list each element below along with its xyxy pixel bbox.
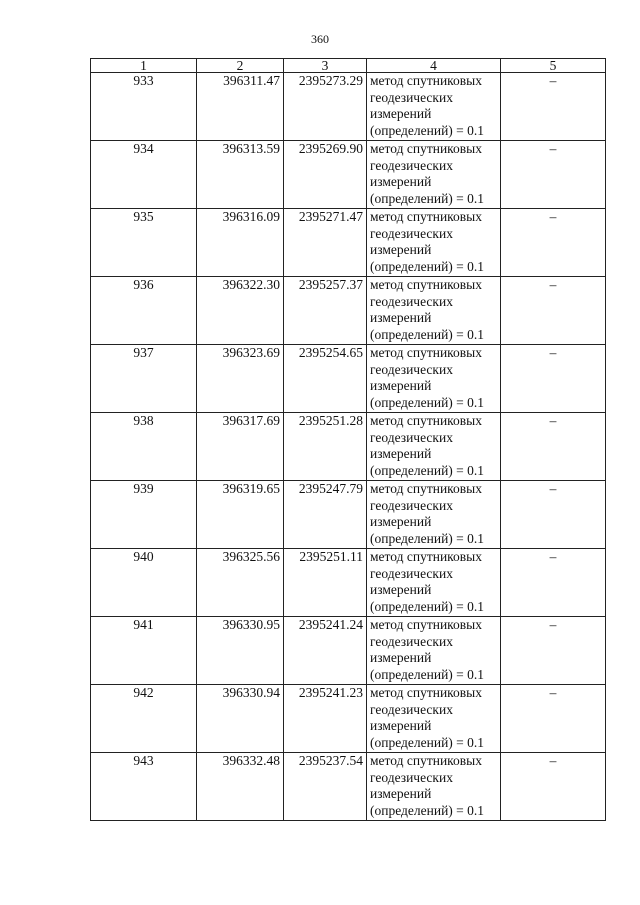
page-number: 360 [311,32,329,46]
table-row [91,481,606,549]
table-body [91,73,606,821]
table-row [91,753,606,821]
point-number-cell: 938 [91,413,197,481]
x-coordinate-cell: 396325.56 [197,549,284,617]
x-coordinate-cell: 396330.95 [197,617,284,685]
note-cell: – [501,549,606,617]
method-cell: метод спутниковых геодезических измерений (определений) = 0.1 [367,481,501,549]
point-number-cell: 934 [91,141,197,209]
method-cell: метод спутниковых геодезических измерений (определений) = 0.1 [367,141,501,209]
point-number-cell: 939 [91,481,197,549]
table-row [91,141,606,209]
note-cell: – [501,277,606,345]
method-cell: метод спутниковых геодезических измерений (определений) = 0.1 [367,753,501,821]
x-coordinate-cell: 396316.09 [197,209,284,277]
coordinates-table [90,58,606,821]
note-cell: – [501,345,606,413]
note-cell: – [501,481,606,549]
table-row [91,549,606,617]
method-cell: метод спутниковых геодезических измерений (определений) = 0.1 [367,345,501,413]
method-cell: метод спутниковых геодезических измерений (определений) = 0.1 [367,549,501,617]
point-number-cell: 935 [91,209,197,277]
y-coordinate-cell: 2395241.23 [284,685,367,753]
point-number-cell: 933 [91,73,197,141]
note-cell: – [501,141,606,209]
method-cell: метод спутниковых геодезических измерений (определений) = 0.1 [367,413,501,481]
point-number-cell: 936 [91,277,197,345]
column-header-5: 5 [501,59,606,73]
note-cell: – [501,753,606,821]
point-number-cell: 937 [91,345,197,413]
column-header-4: 4 [367,59,501,73]
y-coordinate-cell: 2395237.54 [284,753,367,821]
column-header-3: 3 [284,59,367,73]
point-number-cell: 940 [91,549,197,617]
x-coordinate-cell: 396332.48 [197,753,284,821]
y-coordinate-cell: 2395251.11 [284,549,367,617]
y-coordinate-cell: 2395269.90 [284,141,367,209]
point-number-cell: 942 [91,685,197,753]
x-coordinate-cell: 396330.94 [197,685,284,753]
x-coordinate-cell: 396311.47 [197,73,284,141]
x-coordinate-cell: 396319.65 [197,481,284,549]
table-row [91,73,606,141]
note-cell: – [501,617,606,685]
x-coordinate-cell: 396313.59 [197,141,284,209]
method-cell: метод спутниковых геодезических измерений (определений) = 0.1 [367,617,501,685]
column-header-1: 1 [91,59,197,73]
note-cell: – [501,209,606,277]
table-row [91,685,606,753]
note-cell: – [501,685,606,753]
table-header-row [91,59,606,73]
method-cell: метод спутниковых геодезических измерений (определений) = 0.1 [367,277,501,345]
x-coordinate-cell: 396323.69 [197,345,284,413]
table-row [91,413,606,481]
method-cell: метод спутниковых геодезических измерений (определений) = 0.1 [367,685,501,753]
method-cell: метод спутниковых геодезических измерений (определений) = 0.1 [367,73,501,141]
x-coordinate-cell: 396322.30 [197,277,284,345]
table-row [91,345,606,413]
table-row [91,277,606,345]
y-coordinate-cell: 2395251.28 [284,413,367,481]
y-coordinate-cell: 2395271.47 [284,209,367,277]
y-coordinate-cell: 2395257.37 [284,277,367,345]
method-cell: метод спутниковых геодезических измерений (определений) = 0.1 [367,209,501,277]
table-row [91,209,606,277]
y-coordinate-cell: 2395254.65 [284,345,367,413]
point-number-cell: 943 [91,753,197,821]
note-cell: – [501,413,606,481]
column-header-2: 2 [197,59,284,73]
y-coordinate-cell: 2395247.79 [284,481,367,549]
y-coordinate-cell: 2395273.29 [284,73,367,141]
point-number-cell: 941 [91,617,197,685]
x-coordinate-cell: 396317.69 [197,413,284,481]
note-cell: – [501,73,606,141]
y-coordinate-cell: 2395241.24 [284,617,367,685]
table-row [91,617,606,685]
